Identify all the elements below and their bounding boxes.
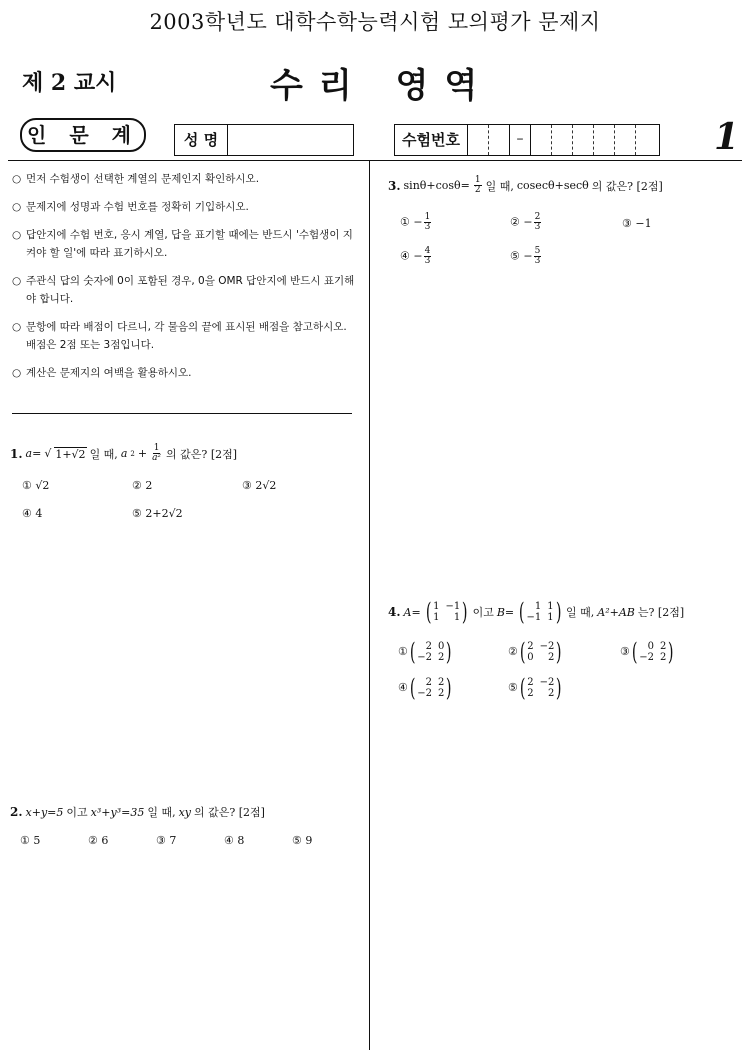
exam-number-cell: [468, 125, 489, 155]
matrix-b: ( 1 1 −1 1 ): [519, 598, 562, 626]
q2-options: [10, 834, 360, 854]
question-1: 1. a= √ 1+√2 일 때, a 2 + $\frac{1}{\text{a²}}$ 의 값은? [2점] ① √2 ② 2 ③ 2√2 ④ 4 ⑤ 2+2√2: [10, 444, 360, 527]
option: ④ ( 2 2 −2 2 ): [398, 674, 452, 702]
instruction-item: ○ 문제지에 성명과 수험 번호를 정확히 기입하시오.: [12, 201, 249, 213]
option: ① √2: [22, 479, 50, 492]
option: ② − $\frac{2}{3}$: [510, 212, 541, 232]
question-2: 2. x+y=5 이고 x³+y³=35 일 때, xy 의 값은? [2점] ① 5 ② 6 ③ 7 ④ 8 ⑤ 9: [10, 804, 360, 854]
header-divider: [8, 160, 742, 161]
option: ④ 8: [224, 834, 245, 847]
question-4: 4. A= ( 1 −1 1 1 ) 이고 B= ( 1 1 −1 1 ) 일 때, A²+AB 는? [2점] ① ( 2 0 −2 2 ) ② ( 2 −2 0 2 ) ③ ( 0 2 −2 2 ) ④ ( 2 2 −2 2 ) ⑤ ( 2 −2 2 2 ): [388, 600, 744, 706]
q3-options-row1: [388, 213, 738, 237]
exam-number-cell: [489, 125, 510, 155]
option: ② 2: [132, 479, 153, 492]
option: ① − $\frac{1}{3}$: [400, 212, 431, 232]
option: ⑤ 9: [292, 834, 313, 847]
q4-options-row2: [388, 676, 744, 706]
option: ③ 7: [156, 834, 177, 847]
instruction-item: ○ 먼저 수험생이 선택한 계열의 문제인지 확인하시오.: [12, 173, 260, 185]
instruction-item: ○ 계산은 문제지의 여백을 활용하시오.: [12, 367, 192, 379]
period-label: 제 2 교시: [22, 70, 117, 96]
option: ④ − $\frac{4}{3}$: [400, 246, 431, 266]
instruction-item: ○ 문항에 따라 배점이 다르니, 각 물음의 끝에 표시된 배점을 참고하시오. 배점은 2점 또는 3점입니다.: [12, 321, 347, 351]
option: ① ( 2 0 −2 2 ): [398, 638, 452, 666]
exam-number-cell: [552, 125, 573, 155]
name-field: [174, 124, 354, 156]
option: ② ( 2 −2 0 2 ): [508, 638, 562, 666]
option: ④ 4: [22, 507, 43, 520]
exam-number-field: [394, 124, 660, 156]
instruction-item: ○ 답안지에 수험 번호, 응시 계열, 답을 표기할 때에는 반드시 '수험생이 지켜야 할 일'에 따라 표기하시오.: [12, 229, 353, 259]
option: ① 5: [20, 834, 41, 847]
option: ③ −1: [622, 217, 652, 230]
exam-number-cell: [531, 125, 552, 155]
exam-number-label: 수험번호: [395, 125, 468, 155]
instruction-item: ○ 주관식 답의 숫자에 0이 포함된 경우, 0을 OMR 답안지에 반드시 표기해야 합니다.: [12, 275, 355, 305]
subject-title: 수리 영역: [270, 66, 494, 106]
exam-title: 2003학년도 대학수학능력시험 모의평가 문제지: [149, 10, 601, 34]
option: ⑤ ( 2 −2 2 2 ): [508, 674, 562, 702]
option: ③ 2√2: [242, 479, 277, 492]
column-divider: [369, 160, 370, 1050]
name-label: 성 명: [175, 125, 228, 155]
instructions: [12, 170, 360, 392]
exam-number-dash: –: [510, 125, 531, 155]
exam-number-cell: [636, 125, 656, 155]
q3-options-row2: [388, 247, 738, 271]
q4-options-row1: [388, 640, 744, 670]
option: ② 6: [88, 834, 109, 847]
q1-options-row2: [10, 507, 360, 527]
option: ⑤ − $\frac{5}{3}$: [510, 246, 541, 266]
matrix-a: ( 1 −1 1 1 ): [425, 598, 468, 626]
option: ⑤ 2+2√2: [132, 507, 183, 520]
name-blank: [228, 125, 353, 155]
fraction: $\frac{1}{\text{a²}}$: [152, 443, 162, 463]
exam-number-cell: [615, 125, 636, 155]
track-badge: 인 문 계: [20, 118, 146, 152]
exam-number-cell: [573, 125, 594, 155]
instructions-divider: [12, 413, 352, 414]
fraction: $\frac{1}{2}$: [474, 175, 481, 195]
q1-options-row1: [10, 479, 360, 499]
question-3: 3. sinθ+cosθ= $\frac{1}{2}$ 일 때, cosecθ+secθ 의 값은? [2점] ① − $\frac{1}{3}$ ② − $\frac{2}{3}$ ③ −1 ④ − $\frac{4}{3}$ ⑤ − $\frac{5}{3}$: [388, 176, 738, 271]
option: ③ ( 0 2 −2 2 ): [620, 638, 674, 666]
exam-number-cell: [594, 125, 615, 155]
page-number: 1: [714, 116, 740, 158]
